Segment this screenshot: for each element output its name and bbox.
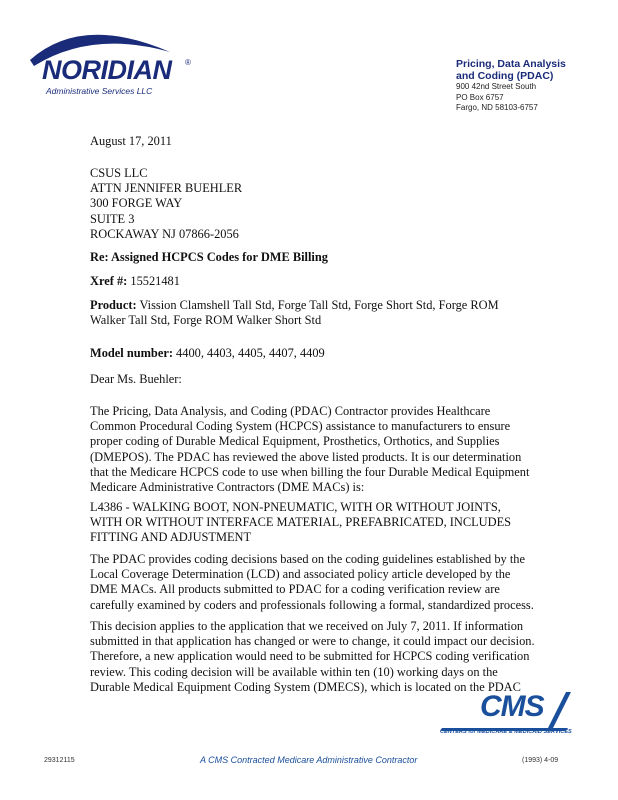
paragraph-line: that the Medicare HCPCS code to use when billing the four Durable Medical Equipment — [90, 464, 530, 479]
subject-line — [90, 250, 535, 265]
product-value-line1: Vission Clamshell Tall Std, Forge Tall Std, Forge Short Std, Forge ROM — [136, 298, 499, 312]
header-address-block — [456, 58, 606, 114]
paragraph-line: DME MACs. All products submitted to PDAC for a coding verification review are — [90, 582, 500, 597]
xref-label: Xref #: — [90, 274, 128, 288]
paragraph-line: (DMEPOS). The PDAC has reviewed the above listed products. It is our determination — [90, 449, 522, 464]
code-line: WITH OR WITHOUT INTERFACE MATERIAL, PREFABRICATED, INCLUDES — [90, 515, 512, 530]
paragraph-line: carefully examined by coders and professionals following a formal, standardized process. — [90, 597, 534, 612]
cms-tagline: CENTERS for MEDICARE & MEDICAID SERVICES — [440, 729, 572, 735]
department-name-line1: Pricing, Data Analysis — [456, 58, 566, 70]
paragraph-line: Durable Medical Equipment Coding System (DMECS), which is located on the PDAC — [90, 679, 521, 694]
paragraph-line: This decision applies to the application that we received on July 7, 2011. If information — [90, 619, 524, 633]
model-label: Model number: — [90, 346, 173, 360]
address-line: Fargo, ND 58103-6757 — [456, 103, 538, 112]
address-line: 900 42nd Street South — [456, 82, 537, 91]
paragraph-line: Common Procedural Coding System (HCPCS) assistance to manufacturers to ensure — [90, 419, 511, 434]
paragraph-line: Therefore, a new application would need to be submitted for HCPCS coding verification — [90, 649, 530, 664]
noridian-logo — [22, 22, 197, 102]
letter-date: August 17, 2011 — [90, 134, 172, 148]
model-line — [90, 346, 535, 361]
paragraph-line: Medicare Administrative Contractors (DME MACs) is: — [90, 480, 365, 495]
salutation: Dear Ms. Buehler: — [90, 372, 182, 386]
logo-registered-mark: ® — [185, 58, 191, 67]
footer-form-code: (1993) 4-09 — [522, 757, 559, 764]
logo-wordmark: NORIDIAN — [42, 55, 172, 85]
recipient-line: 300 FORGE WAY — [90, 196, 183, 211]
code-line: L4386 - WALKING BOOT, NON-PNEUMATIC, WITH OR WITHOUT JOINTS, — [90, 500, 501, 514]
paragraph-intro — [90, 404, 535, 495]
xref-line — [90, 274, 535, 289]
paragraph-line: The PDAC provides coding decisions based on the coding guidelines established by the — [90, 552, 525, 566]
logo-subtitle: Administrative Services LLC — [46, 86, 153, 96]
recipient-block — [90, 166, 535, 242]
code-line: FITTING AND ADJUSTMENT — [90, 530, 252, 545]
product-value-line2: Walker Tall Std, Forge ROM Walker Short Std — [90, 313, 322, 328]
department-name-line2: and Coding (PDAC) — [456, 70, 554, 82]
footer-contractor-note: A CMS Contracted Medicare Administrative Contractor — [200, 755, 418, 765]
xref-value: 15521481 — [127, 274, 180, 288]
address-line: PO Box 6757 — [456, 92, 504, 102]
footer-document-id: 29312115 — [44, 757, 75, 764]
recipient-line: ATTN JENNIFER BUEHLER — [90, 181, 243, 196]
recipient-line: CSUS LLC — [90, 166, 148, 180]
subject-text: Re: Assigned HCPCS Codes for DME Billing — [90, 250, 328, 264]
paragraph-line: The Pricing, Data Analysis, and Coding (PDAC) Contractor provides Healthcare — [90, 404, 491, 418]
model-value: 4400, 4403, 4405, 4407, 4409 — [172, 346, 325, 360]
product-block — [90, 298, 535, 328]
hcpcs-code-block — [90, 500, 535, 546]
paragraph-coding-decisions — [90, 552, 535, 613]
product-label: Product: — [90, 298, 137, 312]
cms-logo — [440, 690, 570, 745]
paragraph-line: Local Coverage Determination (LCD) and associated policy article developed by the — [90, 567, 511, 582]
paragraph-decision-applies — [90, 619, 535, 695]
paragraph-line: proper coding of Durable Medical Equipment, Prosthetics, Orthotics, and Supplies — [90, 434, 500, 449]
cms-wordmark: CMS — [480, 690, 544, 723]
paragraph-line: review. This coding decision will be available within ten (10) working days on the — [90, 664, 498, 679]
recipient-line: ROCKAWAY NJ 07866-2056 — [90, 226, 239, 241]
recipient-line: SUITE 3 — [90, 211, 135, 226]
paragraph-line: submitted in that application has changed or were to change, it could impact our decision. — [90, 634, 535, 649]
